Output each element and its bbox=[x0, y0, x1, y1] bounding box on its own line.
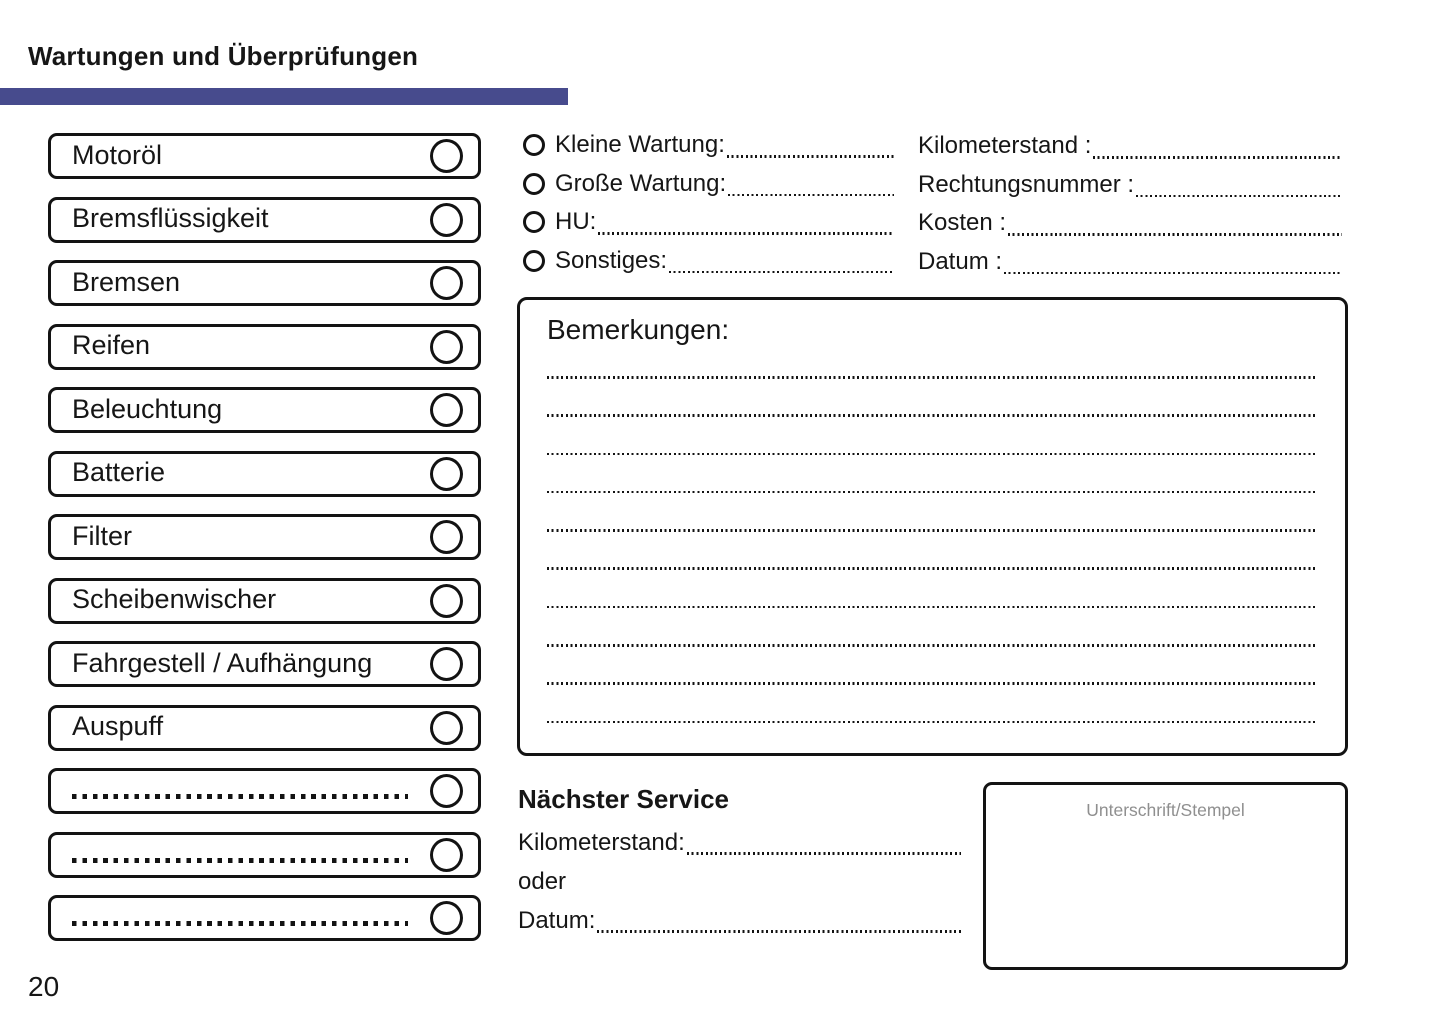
checklist-item-label: Scheibenwischer bbox=[72, 584, 277, 614]
service-type-label: Große Wartung: bbox=[555, 169, 727, 197]
service-type-row bbox=[523, 165, 894, 204]
service-info-label: Datum : bbox=[918, 248, 1003, 276]
dotted-fill-line bbox=[597, 930, 961, 933]
check-circle[interactable] bbox=[430, 584, 463, 618]
check-circle[interactable] bbox=[430, 901, 463, 935]
service-info-row bbox=[918, 204, 1342, 243]
checklist-row bbox=[48, 641, 481, 687]
check-circle[interactable] bbox=[430, 774, 463, 808]
checklist-row bbox=[48, 260, 481, 306]
service-type-label: Sonstiges: bbox=[555, 247, 668, 275]
service-type-label: HU: bbox=[555, 208, 597, 236]
remarks-dotted-line bbox=[547, 644, 1318, 647]
remarks-dotted-line bbox=[547, 414, 1318, 417]
next-service-fields bbox=[518, 823, 961, 940]
checklist-item-label: Beleuchtung bbox=[72, 393, 223, 424]
checklist-row bbox=[48, 705, 481, 751]
next-service-label: Datum: bbox=[518, 906, 596, 934]
remarks-dotted-line bbox=[547, 491, 1318, 494]
checklist-item-label: Motoröl bbox=[72, 139, 163, 170]
checklist-row bbox=[48, 514, 481, 560]
service-info-label: Kilometerstand : bbox=[918, 132, 1092, 160]
service-type-row bbox=[523, 126, 894, 165]
remarks-dotted-line bbox=[547, 567, 1318, 570]
checklist-row bbox=[48, 895, 481, 941]
checklist-row bbox=[48, 387, 481, 433]
dotted-fill-line bbox=[669, 271, 894, 274]
service-type-label: Kleine Wartung: bbox=[555, 131, 725, 159]
check-circle[interactable] bbox=[430, 838, 463, 872]
remarks-dotted-line bbox=[547, 529, 1318, 532]
title-underline-bar bbox=[0, 88, 568, 105]
checklist-item-label: Filter bbox=[72, 520, 132, 551]
radio-circle[interactable] bbox=[523, 211, 545, 233]
service-type-options bbox=[523, 126, 894, 280]
next-service-title: Nächster Service bbox=[518, 784, 730, 814]
checklist-row bbox=[48, 133, 481, 179]
check-circle[interactable] bbox=[430, 647, 463, 681]
service-info-label: Kosten : bbox=[918, 209, 1007, 237]
dotted-fill-line bbox=[598, 232, 894, 235]
check-circle[interactable] bbox=[430, 266, 463, 300]
check-circle[interactable] bbox=[430, 330, 463, 364]
inspection-checklist bbox=[48, 133, 481, 941]
check-circle[interactable] bbox=[430, 393, 463, 427]
remarks-dotted-line bbox=[547, 376, 1318, 379]
service-info-row bbox=[918, 243, 1342, 282]
service-info-row bbox=[918, 127, 1342, 166]
service-type-row bbox=[523, 203, 894, 242]
blank-write-in-line bbox=[72, 858, 408, 863]
checklist-row bbox=[48, 578, 481, 624]
checklist-item-label: Auspuff bbox=[72, 711, 164, 741]
signature-stamp-label: Unterschrift/Stempel bbox=[1086, 800, 1245, 820]
remarks-dotted-line bbox=[547, 682, 1318, 685]
dotted-fill-line bbox=[1136, 195, 1342, 198]
checklist-item-label: Batterie bbox=[72, 457, 166, 487]
radio-circle[interactable] bbox=[523, 250, 545, 272]
service-info-row bbox=[918, 166, 1342, 205]
next-service-label: Kilometerstand: bbox=[518, 828, 685, 856]
next-service-row bbox=[518, 823, 961, 862]
dotted-fill-line bbox=[1093, 156, 1342, 159]
next-service-row bbox=[518, 862, 961, 901]
blank-write-in-line bbox=[72, 921, 408, 926]
checklist-item-label: Bremsflüssigkeit bbox=[72, 203, 269, 233]
service-info-fields bbox=[918, 127, 1342, 281]
remarks-box bbox=[517, 297, 1348, 756]
remarks-dotted-line bbox=[547, 453, 1318, 456]
page-title: Wartungen und Überprüfungen bbox=[28, 41, 419, 71]
page-number: 20 bbox=[28, 971, 60, 1002]
checklist-row bbox=[48, 832, 481, 878]
check-circle[interactable] bbox=[430, 203, 463, 237]
signature-stamp-box bbox=[983, 782, 1348, 970]
checklist-row bbox=[48, 768, 481, 814]
next-service-label: oder bbox=[518, 867, 567, 895]
service-type-row bbox=[523, 242, 894, 281]
remarks-lines bbox=[547, 376, 1318, 723]
dotted-fill-line bbox=[728, 194, 894, 197]
service-info-label: Rechtungsnummer : bbox=[918, 170, 1135, 198]
checklist-item-label: Fahrgestell / Aufhängung bbox=[72, 647, 373, 678]
remarks-label: Bemerkungen: bbox=[547, 314, 730, 345]
blank-write-in-line bbox=[72, 794, 408, 799]
check-circle[interactable] bbox=[430, 711, 463, 745]
dotted-fill-line bbox=[727, 155, 894, 158]
radio-circle[interactable] bbox=[523, 134, 545, 156]
dotted-fill-line bbox=[1008, 233, 1342, 236]
remarks-dotted-line bbox=[547, 606, 1318, 609]
next-service-row bbox=[518, 901, 961, 940]
radio-circle[interactable] bbox=[523, 173, 545, 195]
check-circle[interactable] bbox=[430, 457, 463, 491]
checklist-row bbox=[48, 324, 481, 370]
checklist-row bbox=[48, 451, 481, 497]
check-circle[interactable] bbox=[430, 139, 463, 173]
check-circle[interactable] bbox=[430, 520, 463, 554]
dotted-fill-line bbox=[1004, 272, 1342, 275]
remarks-dotted-line bbox=[547, 721, 1318, 724]
checklist-item-label: Reifen bbox=[72, 330, 151, 360]
dotted-fill-line bbox=[687, 852, 961, 855]
checklist-item-label: Bremsen bbox=[72, 266, 181, 297]
checklist-row bbox=[48, 197, 481, 243]
